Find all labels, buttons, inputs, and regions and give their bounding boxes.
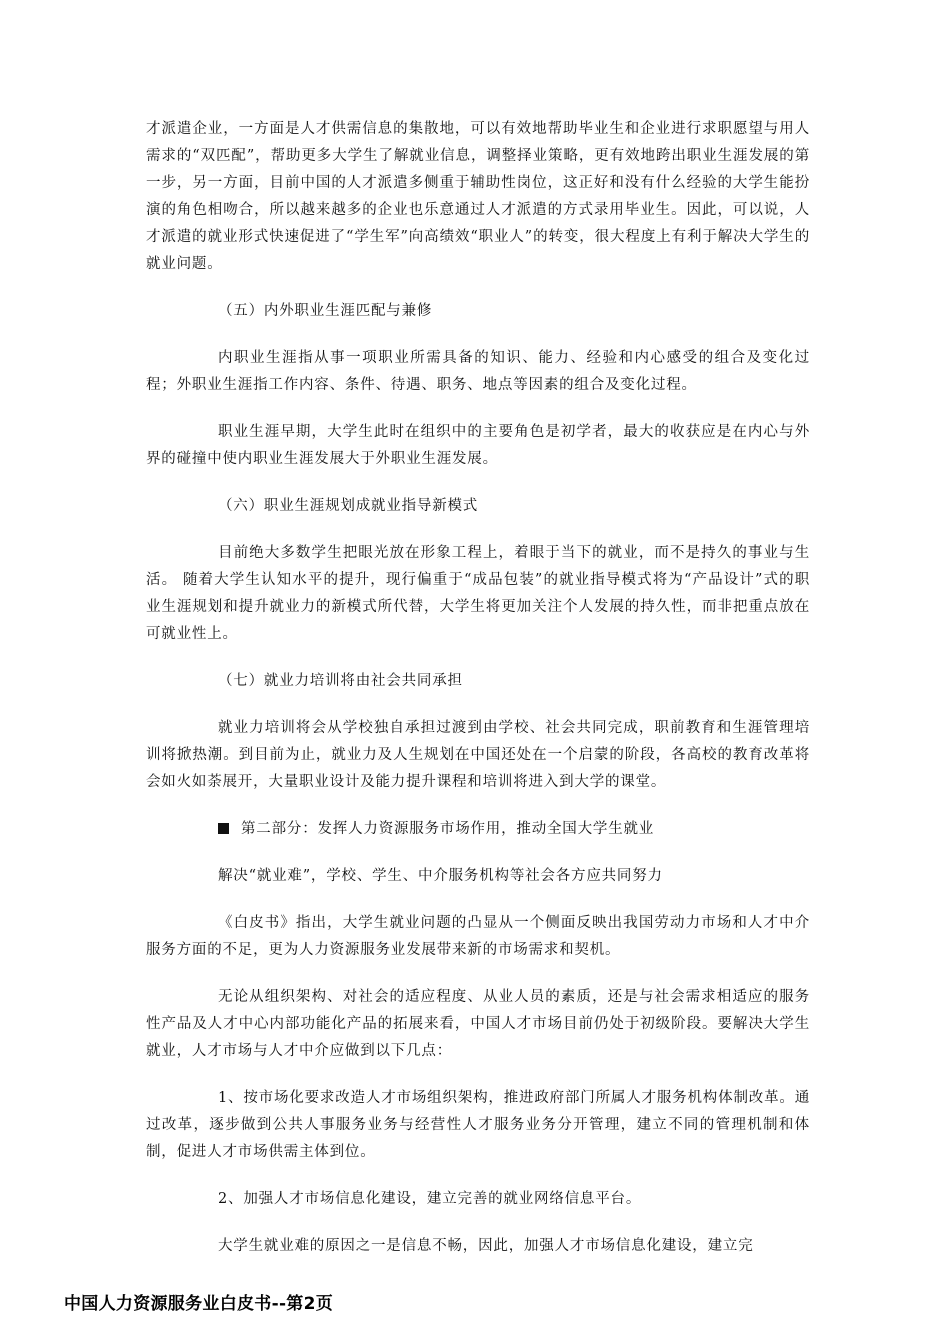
paragraph: 内职业生涯指从事一项职业所需具备的知识、能力、经验和内心感受的组合及变化过程；外职业生涯指工作内容、条件、待遇、职务、地点等因素的组合及变化过程。 [146,350,810,393]
paragraph-continued: 才派遣企业，一方面是人才供需信息的集散地，可以有效地帮助毕业生和企业进行求职愿望与用人需求的“双匹配”，帮助更多大学生了解就业信息，调整择业策略，更有效地跨出职业生涯发展的第一步，另一方面，目前中国的人才派遣多侧重于辅助性岗位，这正好和没有什么经验的大学生能扮演的角色相吻合，所以越来越多的企业也乐意通过人才派遣的方式录用毕业生。因此，可以说，人才派遣的就业形式快速促进了“学生军”向高绩效“职业人”的转变，很大程度上有利于解决大学生的就业问题。 [146,121,810,272]
paragraph: 《白皮书》指出，大学生就业问题的凸显从一个侧面反映出我国劳动力市场和人才中介服务方面的不足，更为人力资源服务业发展带来新的市场需求和契机。 [146,915,810,958]
paragraph: 无论从组织架构、对社会的适应程度、从业人员的素质，还是与社会需求相适应的服务性产品及人才中心内部功能化产品的拓展来看，中国人才市场目前仍处于初级阶段。要解决大学生就业，人才市场与人才中介应做到以下几点： [146,989,810,1059]
part-heading [146,816,810,843]
part-heading-text: 第二部分：发挥人力资源服务市场作用，推动全国大学生就业 [241,821,655,837]
page-footer: 中国人力资源服务业白皮书--第2页 [64,1294,334,1314]
square-bullet-icon [218,823,229,834]
paragraph-cut-off: 大学生就业难的原因之一是信息不畅，因此，加强人才市场信息化建设，建立完 [218,1238,754,1254]
subheading: 解决“就业难”，学校、学生、中介服务机构等社会各方应共同努力 [218,868,663,884]
section-heading-7: （七）就业力培训将由社会共同承担 [218,673,463,689]
section-heading-5: （五）内外职业生涯匹配与兼修 [218,303,433,319]
paragraph: 就业力培训将会从学校独自承担过渡到由学校、社会共同完成，职前教育和生涯管理培训将掀热潮。到目前为止，就业力及人生规划在中国还处在一个启蒙的阶段，各高校的教育改革将会如火如荼展开，大量职业设计及能力提升课程和培训将进入到大学的课堂。 [146,720,810,790]
list-item-1: 1、按市场化要求改造人才市场组织架构，推进政府部门所属人才服务机构体制改革。通过改革，逐步做到公共人事服务业务与经营性人才服务业务分开管理，建立不同的管理机制和体制，促进人才市场供需主体到位。 [146,1090,810,1160]
document-body [146,116,810,1280]
paragraph: 职业生涯早期，大学生此时在组织中的主要角色是初学者，最大的收获应是在内心与外界的碰撞中使内职业生涯发展大于外职业生涯发展。 [146,424,810,467]
list-item-2: 2、加强人才市场信息化建设，建立完善的就业网络信息平台。 [218,1191,642,1207]
paragraph: 目前绝大多数学生把眼光放在形象工程上，着眼于当下的就业，而不是持久的事业与生活。 随着大学生认知水平的提升，现行偏重于“成品包装”的就业指导模式将为“产品设计”式的职业生涯规划和提升就业力的新模式所代替，大学生将更加关注个人发展的持久性，而非把重点放在可就业性上。 [146,545,810,642]
section-heading-6: （六）职业生涯规划成就业指导新模式 [218,498,479,514]
